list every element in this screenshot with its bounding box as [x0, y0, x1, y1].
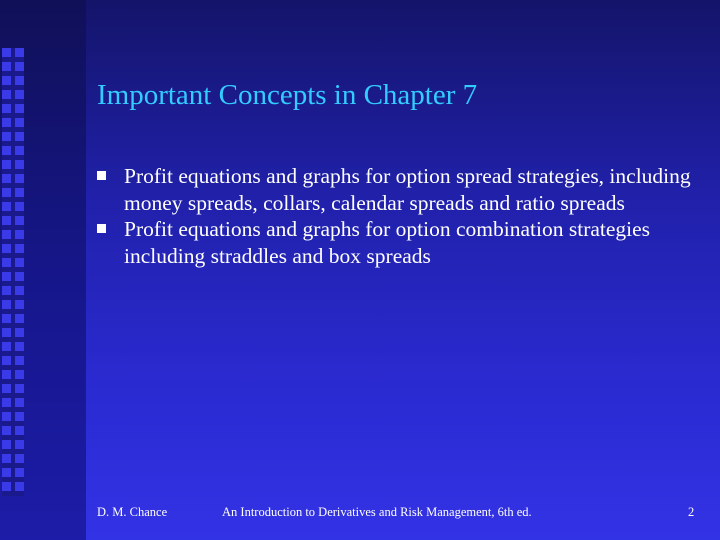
- bullet-list: [97, 163, 697, 269]
- bullet-item: [97, 163, 697, 216]
- footer-book-title: An Introduction to Derivatives and Risk Management, 6th ed.: [222, 505, 532, 519]
- square-grid-decoration: [2, 48, 24, 496]
- bullet-text: Profit equations and graphs for option combination strategies including straddles and box spreads: [124, 217, 651, 268]
- bullet-item: [97, 216, 697, 269]
- square-bullet-icon: [97, 224, 106, 233]
- square-bullet-icon: [97, 171, 106, 180]
- footer-page-number: 2: [688, 505, 695, 519]
- slide-title: Important Concepts in Chapter 7: [97, 79, 478, 111]
- footer-author: D. M. Chance: [97, 505, 168, 519]
- bullet-text: Profit equations and graphs for option spread strategies, including money spreads, collars, calendar spreads and ratio spreads: [124, 164, 691, 215]
